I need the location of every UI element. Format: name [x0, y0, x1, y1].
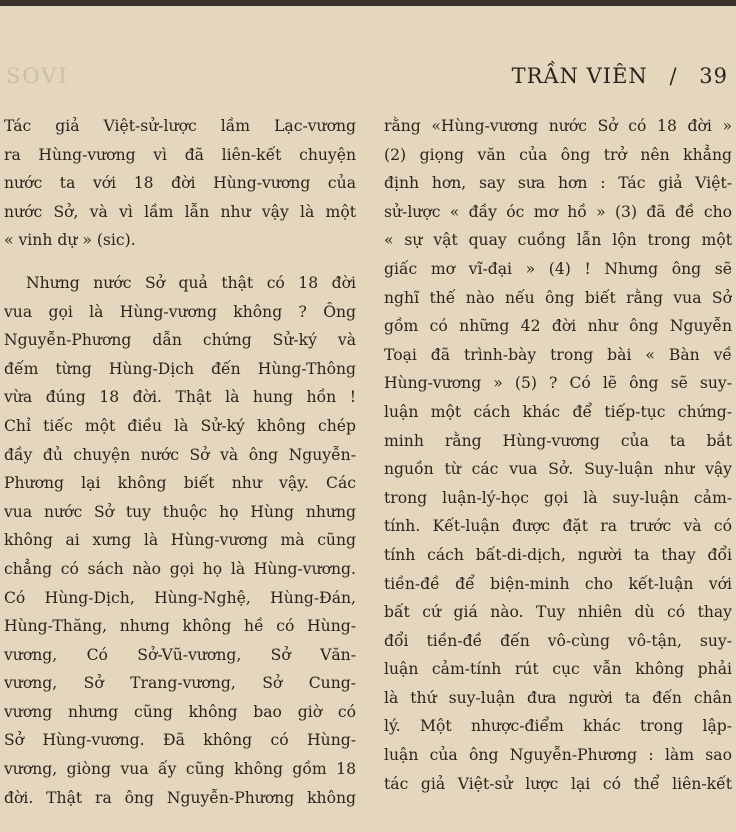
- right-column: [384, 112, 732, 832]
- text-line: định hơn, say sưa hơn : Tác giả Việt-: [384, 174, 732, 193]
- text-line: vương nhưng cũng không bao giờ có: [4, 702, 356, 721]
- text-line: Có Hùng-Dịch, Hùng-Nghệ, Hùng-Đán,: [4, 588, 356, 607]
- running-head: [498, 64, 728, 88]
- text-line: tính. Kết-luận được đặt ra trước và có: [384, 517, 732, 536]
- text-line: vương, Có Sở-Vũ-vương, Sở Văn-: [4, 645, 356, 664]
- text-line: sử-lược « đầy óc mơ hồ » (3) đã đề cho: [384, 202, 732, 221]
- text-line: ra Hùng-vương vì đã liên-kết chuyện: [4, 145, 356, 164]
- text-line: chẳng có sách nào gọi họ là Hùng-vương.: [4, 559, 356, 578]
- text-line: đếm từng Hùng-Dịch đến Hùng-Thông: [4, 359, 356, 378]
- text-line: Phương lại không biết như vậy. Các: [4, 474, 356, 493]
- text-line: gồm có những 42 đời như ông Nguyễn: [384, 317, 732, 336]
- text-line: Sở Hùng-vương. Đã không có Hùng-: [4, 731, 356, 750]
- text-line: là thứ suy-luận đưa người ta đến chân: [384, 688, 732, 707]
- author-name: TRẦN VIÊN: [511, 64, 648, 88]
- text-line: bất cứ giá nào. Tuy nhiên dù có thay: [384, 603, 732, 622]
- text-line: « vinh dự » (sic).: [4, 231, 136, 250]
- text-line: minh rằng Hùng-vương của ta bắt: [384, 431, 732, 450]
- text-line: Tác giả Việt-sử-lược lầm Lạc-vương: [4, 117, 356, 135]
- text-line: nước ta với 18 đời Hùng-vương của: [4, 174, 356, 193]
- text-line: giấc mơ vĩ-đại » (4) ! Nhưng ông sẽ: [384, 259, 732, 278]
- text-line: tác giả Việt-sử lược lại có thể liên-kết: [384, 774, 732, 793]
- text-line: vương, Sở Trang-vương, Sở Cung-: [4, 674, 356, 693]
- text-line: tiền-đề để biện-minh cho kết-luận với: [384, 574, 732, 593]
- text-line: rằng «Hùng-vương nước Sở có 18 đời »: [384, 117, 732, 135]
- text-line: (2) giọng văn của ông trở nên khẳng: [384, 145, 732, 164]
- text-line: « sự vật quay cuồng lẫn lộn trong một: [384, 231, 732, 250]
- separator: /: [669, 64, 678, 88]
- text-line: lý. Một nhược-điểm khác trong lập-: [384, 717, 732, 736]
- text-line: Chỉ tiếc một điều là Sử-ký không chép: [4, 416, 356, 435]
- text-line: vừa đúng 18 đời. Thật là hung hồn !: [4, 388, 356, 407]
- text-line: Toại đã trình-bày trong bài « Bàn về: [384, 345, 732, 364]
- text-line: Hùng-Thăng, nhưng không hề có Hùng-: [4, 617, 356, 636]
- text-line: nguồn từ các vua Sở. Suy-luận như vậy: [384, 460, 732, 479]
- text-line: vua gọi là Hùng-vương không ? Ông: [4, 302, 356, 321]
- text-line: tính cách bất-di-dịch, người ta thay đổi: [384, 545, 732, 564]
- header-left-mark: SOVI: [6, 64, 69, 88]
- text-line: luận của ông Nguyễn-Phương : làm sao: [384, 746, 732, 765]
- text-line: vua nước Sở tuy thuộc họ Hùng nhưng: [4, 502, 356, 521]
- text-line: nước Sở, và vì lầm lẫn như vậy là một: [4, 202, 356, 221]
- text-line: luận một cách khác để tiếp-tục chứng-: [384, 402, 732, 421]
- paragraph-1: [4, 112, 356, 255]
- text-line: Nguyễn-Phương dẫn chứng Sử-ký và: [4, 331, 356, 350]
- text-line: không ai xưng là Hùng-vương mà cũng: [4, 531, 356, 550]
- paragraph-2: [4, 269, 356, 812]
- text-line: trong luận-lý-học gọi là suy-luận cảm-: [384, 488, 732, 507]
- top-rule: [0, 0, 736, 6]
- text-line: đời. Thật ra ông Nguyễn-Phương không: [4, 788, 356, 807]
- left-column: [4, 112, 356, 832]
- text-line: luận cảm-tính rút cục vẫn không phải: [384, 660, 732, 679]
- text-line: đổi tiền-đề đến vô-cùng vô-tận, suy-: [384, 631, 732, 650]
- text-line: vương, giòng vua ấy cũng không gồm 18: [4, 760, 356, 779]
- text-line: Hùng-vương » (5) ? Có lẽ ông sẽ suy-: [384, 374, 732, 393]
- text-line: Nhưng nước Sở quả thật có 18 đời: [26, 273, 356, 292]
- page-header: [0, 64, 736, 100]
- text-line: nghĩ thế nào nếu ông biết rằng vua Sở: [384, 288, 732, 307]
- text-line: đầy đủ chuyện nước Sở và ông Nguyễn-: [4, 445, 356, 464]
- page-number: 39: [699, 64, 728, 88]
